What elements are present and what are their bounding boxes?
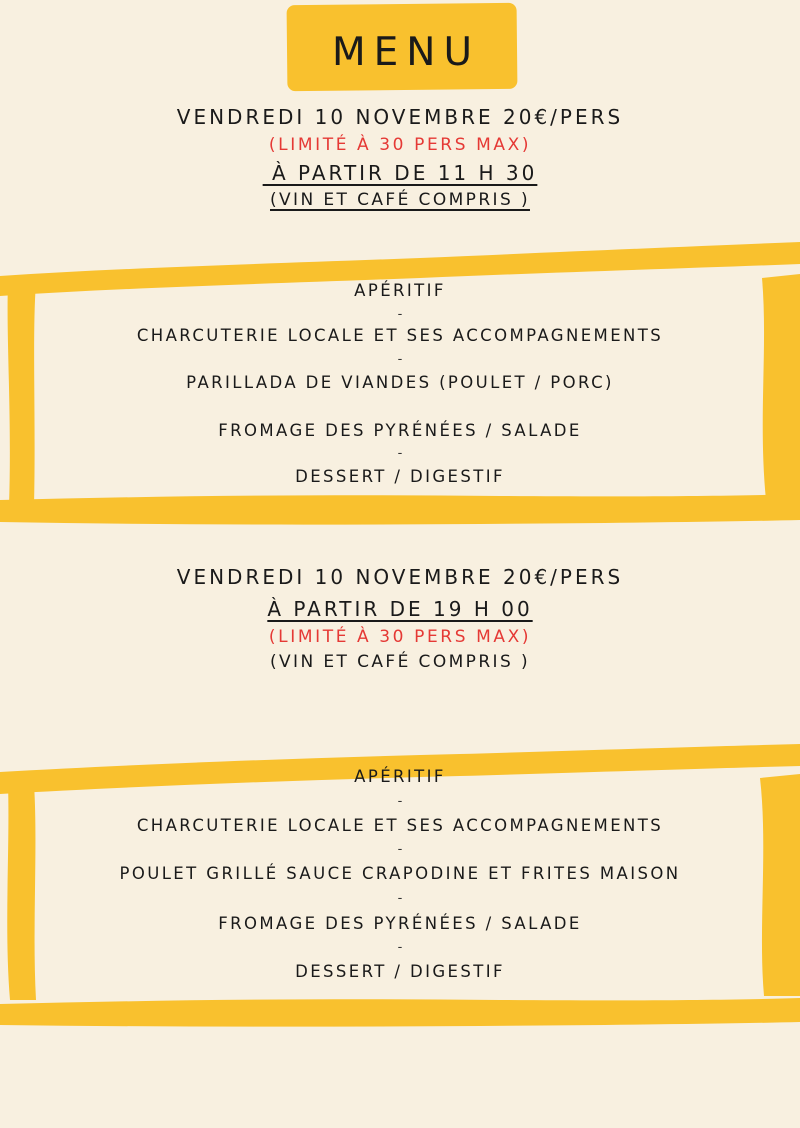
lunch-frame-bottom-stroke: [0, 494, 800, 525]
menu-title: MENU: [331, 30, 480, 75]
lunch-limit: (LIMITÉ À 30 PERS MAX): [268, 135, 532, 155]
lunch-included-text: (VIN ET CAFÉ COMPRIS ): [270, 190, 530, 210]
lunch-item-parillada: PARILLADA DE VIANDES (POULET / PORC): [186, 373, 614, 392]
lunch-item-aperitif: APÉRITIF: [354, 281, 446, 300]
dinner-separator: -: [397, 842, 403, 857]
dinner-item-fromage: FROMAGE DES PYRÉNÉES / SALADE: [218, 914, 582, 933]
dinner-separator: -: [397, 794, 403, 809]
lunch-separator: -: [397, 352, 403, 367]
lunch-item-fromage: FROMAGE DES PYRÉNÉES / SALADE: [218, 421, 582, 440]
dinner-separator: -: [397, 891, 403, 906]
lunch-included: [0, 190, 800, 210]
dinner-time: [0, 597, 800, 621]
dinner-time-text: À PARTIR DE 19 H 00: [267, 597, 533, 621]
lunch-time-text: À PARTIR DE 11 H 30: [262, 161, 538, 185]
dinner-included: (VIN ET CAFÉ COMPRIS ): [270, 652, 530, 672]
dinner-item-aperitif: APÉRITIF: [354, 767, 446, 786]
lunch-separator: -: [397, 446, 403, 461]
dinner-item-charcuterie: CHARCUTERIE LOCALE ET SES ACCOMPAGNEMENTS: [136, 816, 664, 835]
lunch-time: [0, 161, 800, 185]
dinner-item-poulet: POULET GRILLÉ SAUCE CRAPODINE ET FRITES MAISON: [119, 864, 681, 883]
dinner-limit: (LIMITÉ À 30 PERS MAX): [268, 627, 532, 647]
lunch-item-charcuterie: CHARCUTERIE LOCALE ET SES ACCOMPAGNEMENTS: [136, 326, 664, 345]
lunch-date-price: VENDREDI 10 NOVEMBRE 20€/PERS: [176, 105, 624, 129]
dinner-frame-bottom-stroke: [0, 998, 800, 1027]
dinner-separator: -: [397, 940, 403, 955]
dinner-date-price: VENDREDI 10 NOVEMBRE 20€/PERS: [176, 565, 624, 589]
lunch-separator: -: [397, 307, 403, 322]
dinner-item-dessert: DESSERT / DIGESTIF: [295, 962, 505, 981]
lunch-item-dessert: DESSERT / DIGESTIF: [295, 467, 505, 486]
